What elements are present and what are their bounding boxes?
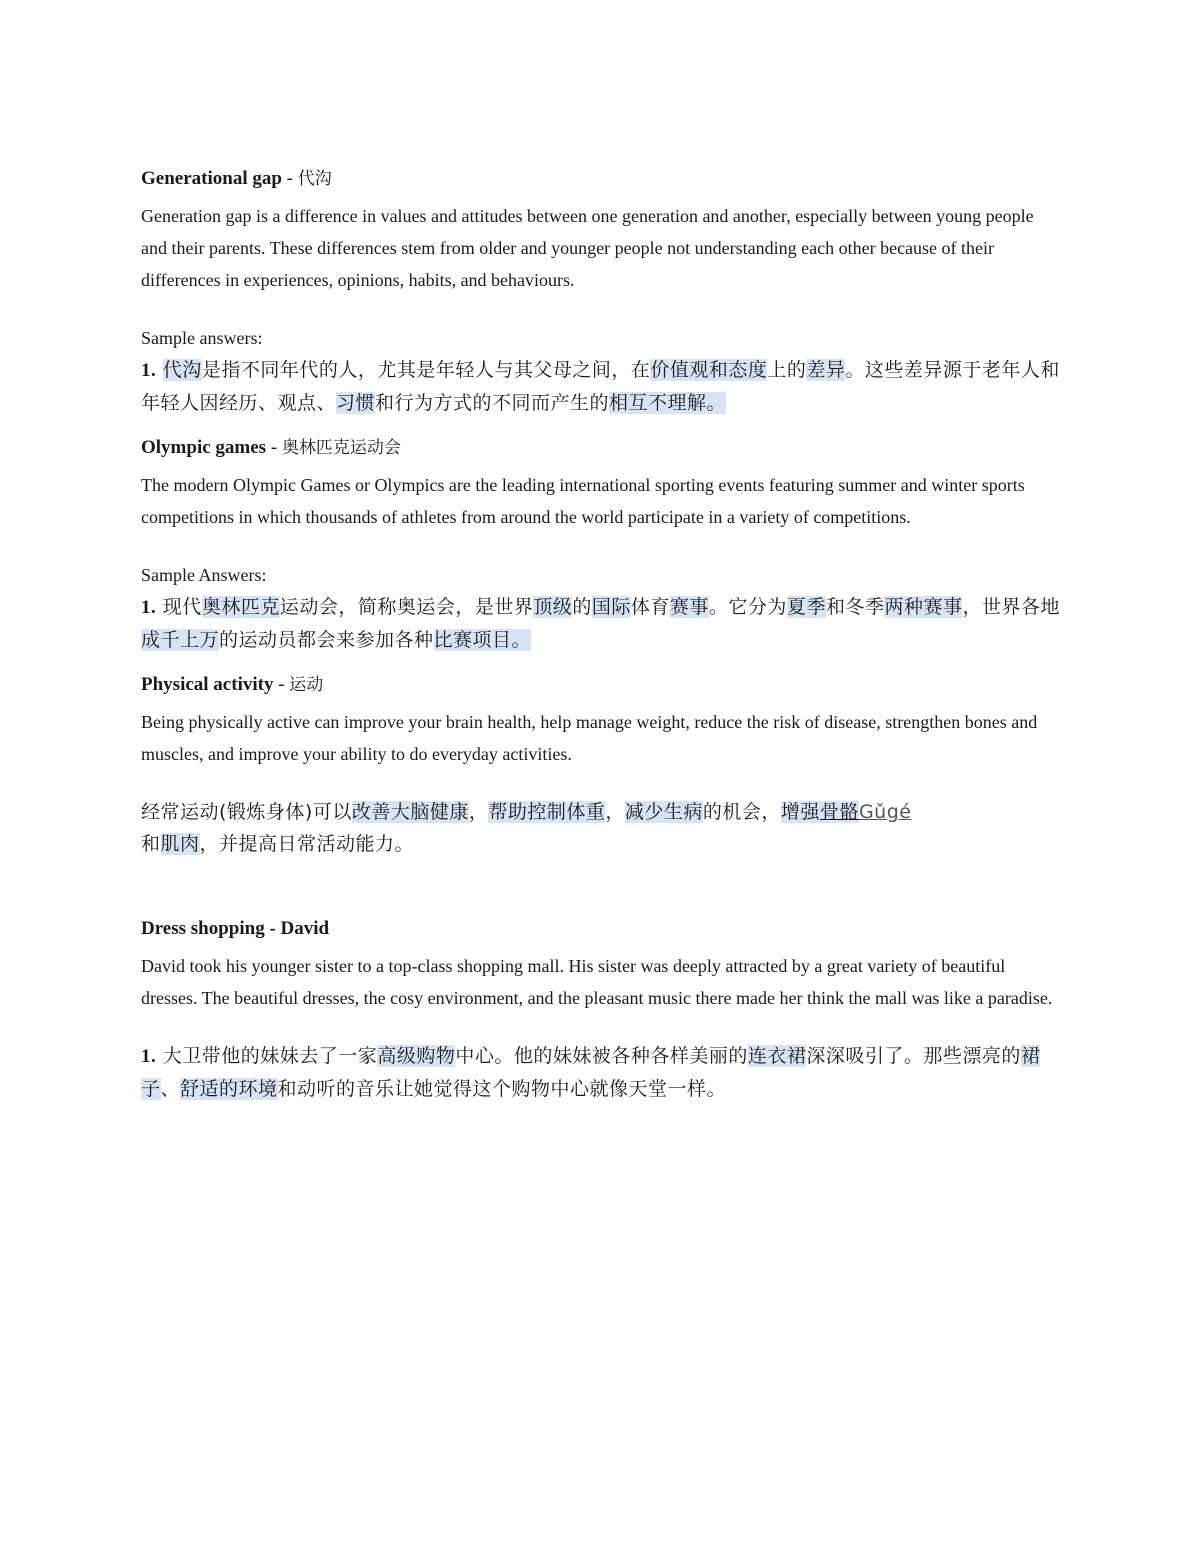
highlighted-term: 高级购物 [377, 1045, 456, 1067]
highlighted-term: 减少生病 [624, 801, 703, 823]
answer-text: 。这些差异源于老年人和年轻人因经历、观点、 [141, 359, 1060, 414]
answer-text: ， [468, 801, 489, 823]
section-title-cn: 奥林匹克运动会 [281, 438, 401, 458]
highlighted-term: 骨骼 [819, 801, 859, 823]
answer-text: 大卫带他的妹妹去了一家 [162, 1045, 378, 1067]
sample-answer-line-2 [141, 828, 1061, 860]
answer-text: 和 [141, 833, 161, 855]
section-title-cn: 运动 [289, 675, 324, 695]
answer-text: 深深吸引了。那些漂亮的 [806, 1045, 1021, 1067]
answer-text: 和行为方式的不同而产生的 [375, 392, 610, 414]
answer-text: 运动会，简称奥运会，是世界 [279, 596, 534, 618]
section-title-en: Dress shopping - David [141, 918, 330, 939]
answer-text: ， [605, 801, 625, 823]
highlighted-term: 夏季 [786, 596, 826, 618]
answer-text: 的运动员都会来参加各种 [219, 629, 434, 651]
section-title [141, 431, 1061, 465]
section-dress-shopping [141, 912, 1061, 1105]
answer-text: 是指不同年代的人，尤其是年轻人与其父母之间，在 [201, 359, 651, 381]
answer-text: 体育 [630, 596, 670, 618]
sample-answer [141, 1040, 1061, 1105]
highlighted-term: 顶级 [533, 596, 573, 618]
answer-text: 和冬季 [825, 596, 885, 618]
highlighted-term: 奥林匹克 [201, 596, 280, 618]
sample-answer [141, 354, 1061, 419]
highlighted-term: 赛事 [669, 596, 709, 618]
section-paragraph: Generation gap is a difference in values and attitudes between one generation and another, especially between young people and their parents. These differences stem from older and younger people not understanding each other because of their differences in experiences, opinions, habits, and behaviours. [141, 206, 1034, 290]
section-olympic-games [141, 431, 1061, 656]
sample-answer [141, 591, 1061, 656]
answer-text: 的机会， [702, 801, 781, 823]
answer-text: 。它分为 [708, 596, 787, 618]
answer-text: 上的 [767, 359, 807, 381]
highlighted-term: 裙子 [141, 1045, 1041, 1100]
highlighted-term: 代沟 [162, 359, 202, 381]
section-title-en: Olympic games [141, 437, 267, 458]
answer-number: 1. [141, 360, 157, 381]
section-title [141, 668, 1061, 702]
highlighted-term: 价值观和态度 [650, 359, 768, 381]
highlighted-term: 国际 [591, 596, 631, 618]
title-separator: - [281, 168, 298, 189]
title-separator: - [266, 437, 282, 458]
title-separator: - [273, 674, 290, 695]
highlighted-term: 相互不理解。 [609, 392, 727, 414]
highlighted-term: 肌肉 [160, 833, 200, 855]
answer-text: 、 [160, 1078, 181, 1100]
answer-text: 现代 [162, 596, 202, 618]
sample-answer-line-1 [141, 796, 1061, 828]
section-generational-gap [141, 162, 1061, 419]
section-title-cn: 代沟 [297, 169, 332, 189]
section-title-en: Physical activity [141, 674, 274, 695]
section-title [141, 162, 1061, 196]
document-content [141, 162, 1061, 1105]
answer-text: 中心。他的妹妹被各种各样美丽的 [455, 1045, 748, 1067]
answer-number: 1. [141, 1046, 157, 1067]
section-paragraph: Being physically active can improve your brain health, help manage weight, reduce the risk of disease, strengthen bones and muscles, and improve your ability to do everyday activities. [141, 712, 1038, 764]
sample-answers-label: Sample answers: [141, 328, 263, 348]
highlighted-term: 比赛项目。 [433, 629, 532, 651]
pinyin-annotation[interactable]: Gǔgé [858, 801, 912, 823]
highlighted-term: 差异 [806, 359, 846, 381]
answer-text: 和动听的音乐让她觉得这个购物中心就像天堂一样。 [277, 1078, 727, 1100]
section-title [141, 912, 1061, 946]
answer-text: 的 [572, 596, 592, 618]
highlighted-term: 舒适的环境 [180, 1078, 278, 1100]
sample-answers-label: Sample Answers: [141, 565, 267, 585]
answer-text: ，世界各地 [962, 596, 1060, 618]
section-paragraph: David took his younger sister to a top-class shopping mall. His sister was deeply attracted by a great variety of beautiful dresses. The beautiful dresses, the cosy environment, and the pleasant music there made her think the mall was like a paradise. [141, 956, 1053, 1008]
highlighted-term: 成千上万 [141, 629, 220, 651]
highlighted-term: 改善大脑健康 [351, 801, 469, 823]
highlighted-term: 帮助控制体重 [488, 801, 606, 823]
section-title-en: Generational gap [141, 168, 282, 189]
section-paragraph: The modern Olympic Games or Olympics are the leading international sporting events featuring summer and winter sports competitions in which thousands of athletes from around the world participate in a variety of competitions. [141, 475, 1025, 527]
answer-number: 1. [141, 597, 157, 618]
highlighted-term: 连衣裙 [747, 1045, 807, 1067]
answer-text: 经常运动(锻炼身体)可以 [141, 801, 352, 823]
section-physical-activity [141, 668, 1061, 860]
answer-text: ，并提高日常活动能力。 [199, 833, 415, 855]
highlighted-term: 两种赛事 [884, 596, 963, 618]
highlighted-term: 增强 [780, 801, 820, 823]
highlighted-term: 习惯 [336, 392, 376, 414]
